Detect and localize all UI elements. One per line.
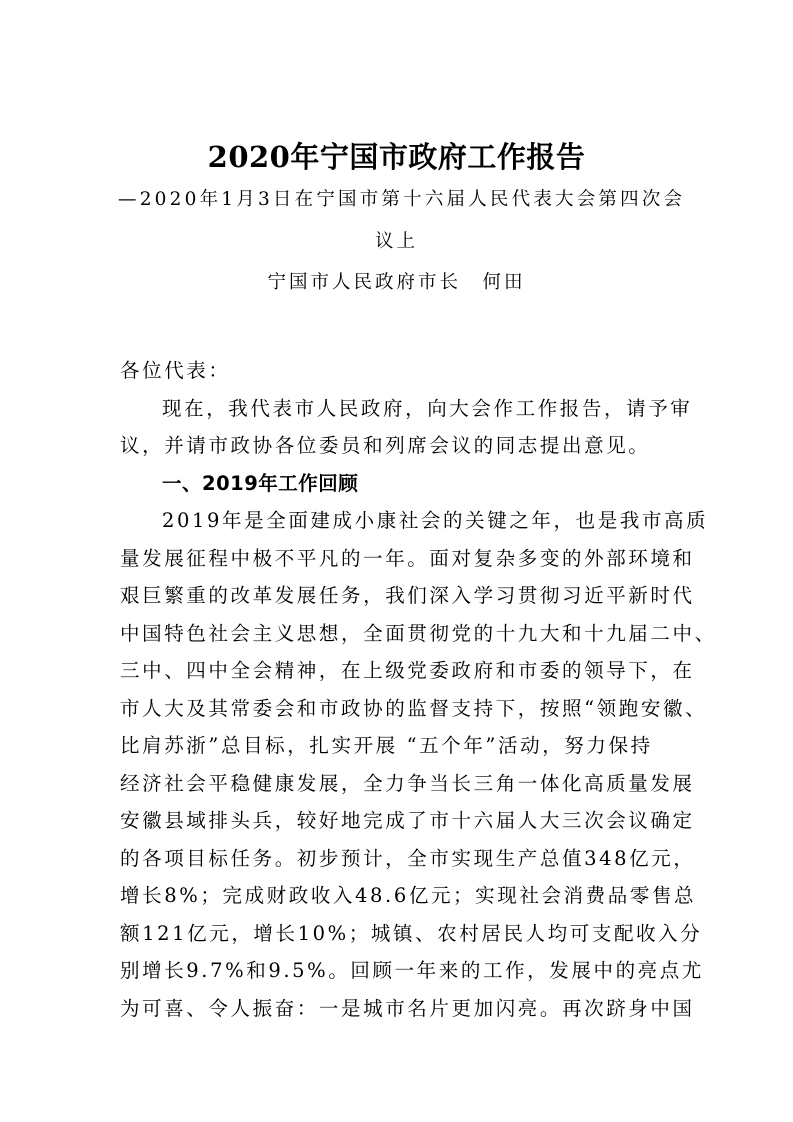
document-subtitle-continued: 议上 xyxy=(374,231,418,252)
paragraph-line: 市人大及其常委会和市政协的监督支持下，按照“领跑安徽、 xyxy=(120,696,708,720)
paragraph-line: 比肩苏浙”总目标，扎实开展 “五个年”活动，努力保持 xyxy=(120,734,653,757)
document-subtitle: —2020年1月3日在宁国市第十六届人民代表大会第四次会 xyxy=(118,189,686,210)
paragraph-line: 2019年是全面建成小康社会的关键之年，也是我市高质 xyxy=(162,509,709,532)
paragraph-line: 中国特色社会主义思想，全面贯彻党的十九大和十九届二中、 xyxy=(120,621,717,645)
paragraph-line: 别增长9.7%和9.5%。回顾一年来的工作，发展中的亮点尤 xyxy=(120,959,704,982)
document-body xyxy=(120,352,717,1027)
paragraph-line: 经济社会平稳健康发展，全力争当长三角一体化高质量发展 xyxy=(120,771,695,795)
paragraph-line: 议，并请市政协各位委员和列席会议的同志提出意见。 xyxy=(120,434,651,457)
paragraph-line: 三中、四中全会精神，在上级党委政府和市委的领导下，在 xyxy=(120,659,695,682)
paragraph-line: 现在，我代表市人民政府，向大会作工作报告，请予审 xyxy=(162,396,693,420)
paragraph-line: 的各项目标任务。初步预计，全市实现生产总值348亿元， xyxy=(120,846,696,870)
document-title: 2020年宁国市政府工作报告 xyxy=(207,140,586,174)
document-author: 宁国市人民政府市长 何田 xyxy=(267,272,526,293)
paragraph-line: 为可喜、令人振奋：一是城市名片更加闪亮。再次跻身中国 xyxy=(120,996,695,1020)
salutation: 各位代表： xyxy=(120,359,231,382)
paragraph-line: 量发展征程中极不平凡的一年。面对复杂多变的外部环境和 xyxy=(120,546,695,570)
paragraph-line: 增长8%；完成财政收入48.6亿元；实现社会消费品零售总 xyxy=(120,884,697,907)
paragraph-line: 额121亿元，增长10%；城镇、农村居民人均可支配收入分 xyxy=(120,921,703,945)
paragraph-line: 艰巨繁重的改革发展任务，我们深入学习贯彻习近平新时代 xyxy=(120,584,695,607)
paragraph-line: 安徽县域排头兵，较好地完成了市十六届人大三次会议确定 xyxy=(120,809,695,832)
section-heading: 一、2019年工作回顾 xyxy=(162,471,359,495)
